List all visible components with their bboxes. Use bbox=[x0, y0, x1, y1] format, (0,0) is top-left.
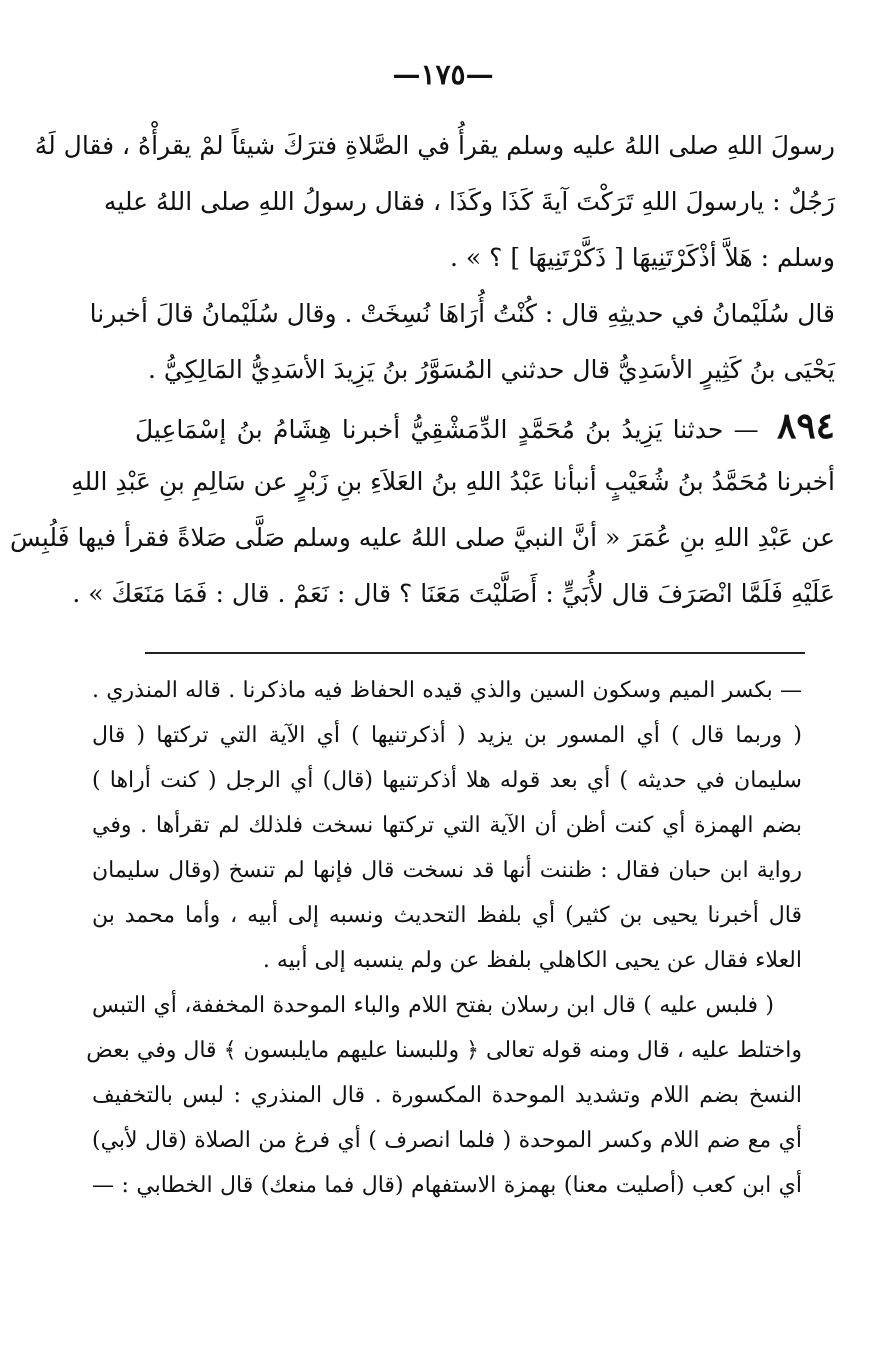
hadith-number: ٨٩٤ bbox=[776, 405, 835, 447]
main-line: رَجُلٌ : يارسولَ اللهِ تَرَكْتَ آيةَ كَذَا وكَذَا ، فقال رسولُ اللهِ صلى اللهُ عليه bbox=[103, 187, 835, 216]
hadith-line: عن عَبْدِ اللهِ بنِ عُمَرَ « أنَّ النبيَّ صلى اللهُ عليه وسلم صَلَّى صَلاةً فقرأ فيها فَلُبِسَ bbox=[9, 523, 835, 552]
main-line: رسولَ اللهِ صلى اللهُ عليه وسلم يقرأُ في الصَّلاةِ فترَكَ شيئاً لمْ يقرأْهُ ، فقال لَهُ bbox=[34, 131, 835, 160]
note-line: ( فلبس عليه ) قال ابن رسلان بفتح اللام والباء الموحدة المخففة، أي التبس bbox=[92, 993, 774, 1018]
main-line: يَحْيَى بنُ كَثِيرٍ الأسَدِيُّ قال حدثني المُسَوَّرُ بنُ يَزِيدَ الأسَدِيُّ المَالِكِيُّ . bbox=[148, 355, 835, 384]
note-line: — بكسر الميم وسكون السين والذي قيده الحفاظ فيه ماذكرنا . قاله المنذري . bbox=[92, 678, 802, 703]
hadith-line: أخبرنا مُحَمَّدُ بنُ شُعَيْبٍ أنبأنا عَبْدُ اللهِ بنُ العَلاَءِ بنِ زَبْرٍ عن سَالِمِ بنِ عَبْدِ اللهِ bbox=[71, 467, 835, 496]
hadith-first-line-text: — حدثنا يَزِيدُ بنُ مُحَمَّدٍ الدِّمَشْقِيُّ أخبرنا هِشَامُ بنُ إسْمَاعِيلَ bbox=[135, 415, 759, 444]
note-line: رواية ابن حبان فقال : ظننت أنها قد نسخت قال فإنها لم تنسخ (وقال سليمان bbox=[92, 858, 802, 883]
main-line: قال سُلَيْمانُ في حديثِهِ قال : كُنْتُ أُرَاهَا نُسِخَتْ . وقال سُلَيْمانُ قالَ أخبرنا bbox=[89, 299, 835, 328]
hadith-first-line bbox=[135, 398, 835, 454]
note-line: أي مع ضم اللام وكسر الموحدة ( فلما انصرف ) أي فرغ من الصلاة (قال لأبي) bbox=[92, 1128, 802, 1153]
note-line: بضم الهمزة أي كنت أظن أن الآية التي تركتها نسخت فلذلك لم تقرأها . وفي bbox=[92, 813, 802, 838]
main-line: وسلم : هَلاَّ أذْكَرْتَنِيهَا [ ذَكَّرْتَنِيهَا ] ؟ » . bbox=[450, 243, 835, 272]
commentary-notes bbox=[86, 668, 802, 1208]
note-line: سليمان في حديثه ) أي بعد قوله هلا أذكرتنيها (قال) أي الرجل ( كنت أراها ) bbox=[92, 768, 802, 793]
note-line: ( وربما قال ) أي المسور بن يزيد ( أذكرتنيها ) أي الآية التي تركتها ( قال bbox=[92, 723, 802, 748]
note-line: واختلط عليه ، قال ومنه قوله تعالى ﴿ وللبسنا عليهم مايلبسون ﴾ قال وفي بعض bbox=[86, 1038, 802, 1063]
hadith-line: عَلَيْهِ فَلَمَّا انْصَرَفَ قال لأُبَيٍّ : أَصَلَّيْتَ مَعَنَا ؟ قال : نَعَمْ . قال : فَمَا مَنَعَكَ » . bbox=[72, 579, 835, 608]
note-line: النسخ بضم اللام وتشديد الموحدة المكسورة . قال المنذري : لبس بالتخفيف bbox=[92, 1083, 802, 1108]
note-line: أي ابن كعب (أصليت معنا) بهمزة الاستفهام (قال فما منعك) قال الخطابي : — bbox=[92, 1173, 802, 1198]
main-text bbox=[9, 118, 835, 622]
footnote-divider bbox=[145, 652, 805, 654]
note-line: العلاء فقال عن يحيى الكاهلي بلفظ عن ولم ينسبه إلى أبيه . bbox=[262, 948, 802, 973]
page-number: —١٧٥— bbox=[392, 58, 494, 91]
note-line: قال أخبرنا يحيى بن كثير) أي بلفظ التحديث ونسبه إلى أبيه ، وأما محمد بن bbox=[92, 903, 802, 928]
